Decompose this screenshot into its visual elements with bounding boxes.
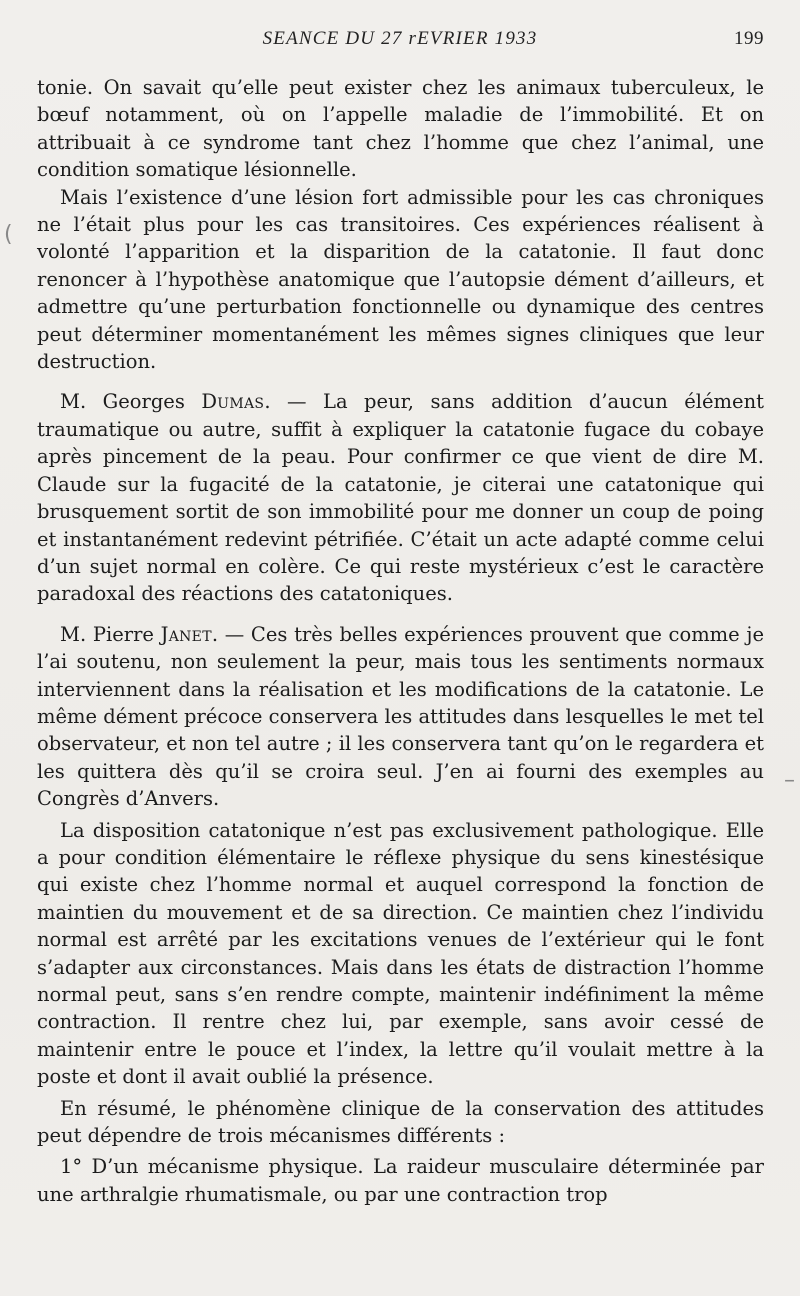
speaker-prefix-janet: M. Pierre <box>60 622 161 646</box>
margin-dash-mark: – <box>784 768 795 793</box>
paragraph-continuation: tonie. On savait qu’elle peut exister chez les animaux tuberculeux, le bœuf notamment, où on l’appelle maladie de l’immobilité. Et on attribuait à ce syndrome tant chez l’homme que chez l’animal, une condition somatique lésionnelle. <box>37 76 764 182</box>
speaker-name-janet: Janet <box>160 622 212 646</box>
speaker-text-dumas: . — La peur, sans addition d’aucun élément traumatique ou autre, suffit à expliquer la catatonie fugace du cobaye après pincement de la peau. Pour confirmer ce que vient de dire M. Claude sur la fugacité de la catatonie, je citerai une catatonique qui brusquement sortit de son immobilité pour me donner un coup de poing et instantanément redevint pétrifiée. C’était un acte adapté comme celui d’un sujet normal en colère. Ce qui reste mystérieux c’est le caractère paradoxal des réactions des catatoniques. <box>37 390 764 606</box>
paragraph-disposition: La disposition catatonique n’est pas exclusivement pathologique. Elle a pour condition élémentaire le réflexe physique du sens kinestésique qui existe chez l’homme normal et auquel correspond la fonction de maintien du mouvement et de sa direction. Ce maintien chez l’individu normal est arrêté par les excitations venues de l’extérieur qui le font s’adapter aux circonstances. Mais dans les états de distraction l’homme normal peut, sans s’en rendre compte, maintenir indéfiniment la même contraction. Il rentre chez lui, par exemple, sans avoir cessé de maintenir entre le pouce et l’index, la lettre qu’il voulait mettre à la poste et dont il avait oublié la présence. <box>37 818 764 1089</box>
page-header <box>0 28 800 58</box>
paragraph-summary: En résumé, le phénomène clinique de la conservation des attitudes peut dépendre de trois mécanismes différents : <box>37 1096 764 1148</box>
paragraph-dumas <box>37 388 764 607</box>
margin-pencil-mark: ( <box>4 222 13 247</box>
body-text <box>37 74 764 1208</box>
running-title: SEANCE DU 27 rEVRIER 1933 <box>262 28 538 49</box>
page-number: 199 <box>734 28 764 49</box>
paragraph-mechanism-1: 1° D’un mécanisme physique. La raideur musculaire déterminée par une arthralgie rhumatismale, ou par une contraction trop <box>37 1155 764 1206</box>
speaker-name-dumas: Dumas <box>201 390 265 414</box>
paragraph-janet <box>37 621 764 813</box>
paragraph-lesion: Mais l’existence d’une lésion fort admissible pour les cas chroniques ne l’était plus pour les cas transitoires. Ces expériences réalisent à volonté l’apparition et la disparition de la catatonie. Il faut donc renoncer à l’hypothèse anatomique que l’autopsie dément d’ailleurs, et admettre qu’une perturbation fonctionnelle ou dynamique des centres peut déterminer momentanément les mêmes signes cliniques que leur destruction. <box>37 185 764 374</box>
speaker-text-janet: . — Ces très belles expériences prouvent que comme je l’ai soutenu, non seulement la peur, mais tous les sentiments normaux interviennent dans la réalisation et les modifications de la catatonie. Le même dément précoce conservera les attitudes dans lesquelles le met tel observateur, et non tel autre ; il les conservera tant qu’on le regardera et les quittera dès qu’il se croira seul. J’en ai fourni des exemples au Congrès d’Anvers. <box>37 622 764 811</box>
speaker-prefix-dumas: M. Georges <box>60 390 202 414</box>
